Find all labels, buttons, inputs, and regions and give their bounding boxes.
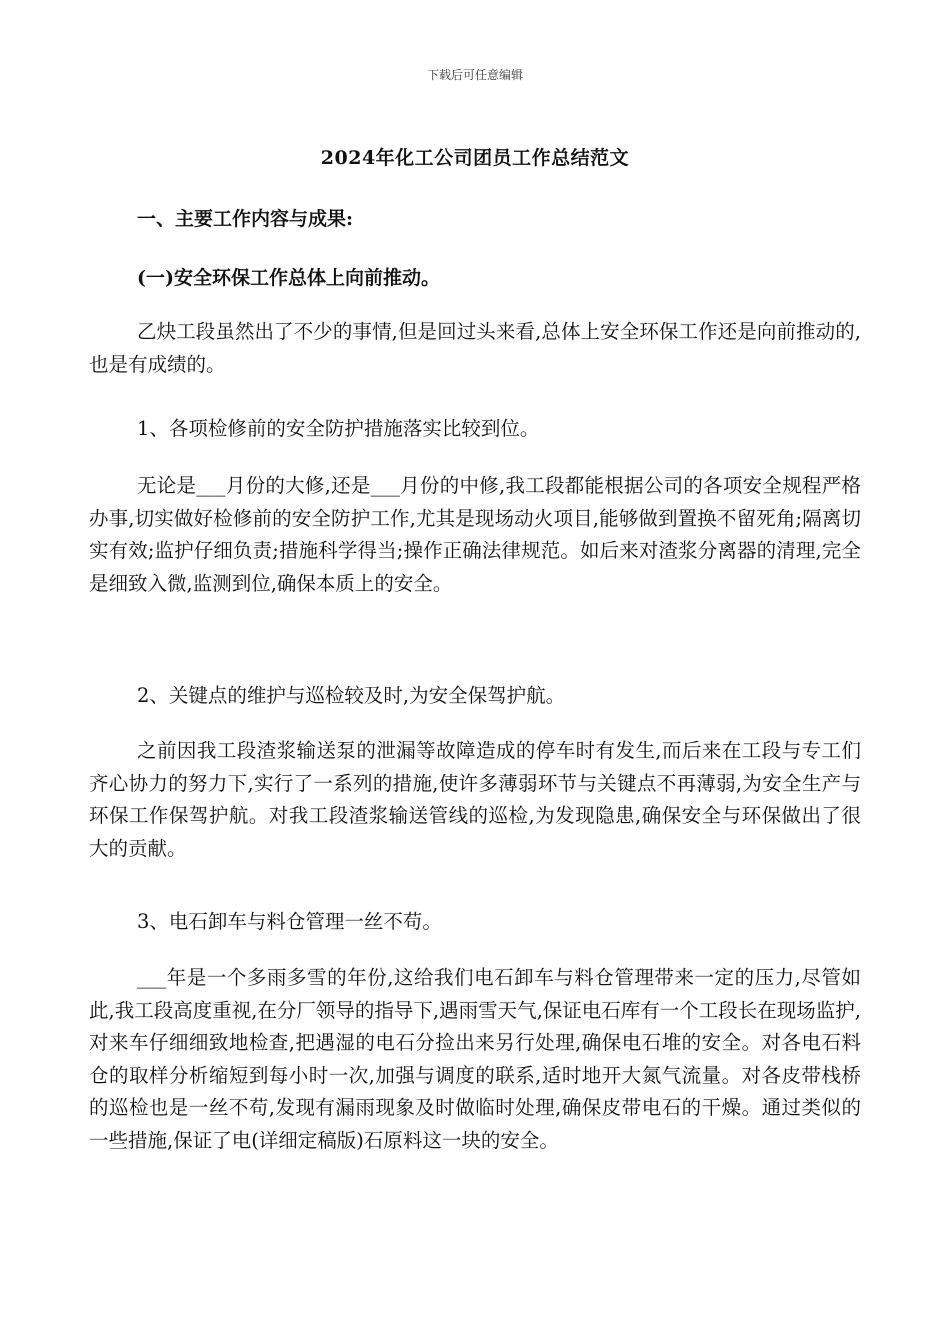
document-title: 2024年化工公司团员工作总结范文 xyxy=(320,147,630,169)
paragraph-item-1-heading: 1、各项检修前的安全防护措施落实比较到位。 xyxy=(137,417,540,440)
paragraph-item-3-body: ___年是一个多雨多雪的年份,这给我们电石卸车与料仓管理带来一定的压力,尽管如此,我工段高度重视,在分厂领导的指导下,遇雨雪天气,保证电石库有一个工段长在现场监护,对来车仔细细致地检查,把遇湿的电石分捡出来另行处理,确保电石堆的安全。对各电石料仓的取样分析缩短到每小时一次,加强与调度的联系,适时地开大氮气流量。对各皮带栈桥的巡检也是一丝不苟,发现有漏雨现象及时做临时处理,确保皮带电石的干燥。通过类似的一些措施,保证了电(详细定稿版)石原料这一块的安全。 xyxy=(89,966,861,1152)
paragraph-item-1-body: 无论是___月份的大修,还是___月份的中修,我工段都能根据公司的各项安全规程严格办事,切实做好检修前的安全防护工作,尤其是现场动火项目,能够做到置换不留死角;隔离切实有效;监护仔细负责;措施科学得当;操作正确法律规范。如后来对渣浆分离器的清理,完全是细致入微,监测到位,确保本质上的安全。 xyxy=(89,474,861,595)
paragraph-intro: 乙炔工段虽然出了不少的事情,但是回过头来看,总体上安全环保工作还是向前推动的,也是有成绩的。 xyxy=(89,320,861,376)
page-header-note: 下载后可任意编辑 xyxy=(426,68,523,82)
subsection-heading-safety: (一)安全环保工作总体上向前推动。 xyxy=(137,267,440,289)
section-heading-main: 一、主要工作内容与成果: xyxy=(137,208,354,230)
paragraph-item-3-heading: 3、电石卸车与料仓管理一丝不苟。 xyxy=(137,910,442,933)
paragraph-item-2-body: 之前因我工段渣浆输送泵的泄漏等故障造成的停车时有发生,而后来在工段与专工们齐心协力的努力下,实行了一系列的措施,使许多薄弱环节与关键点不再薄弱,为安全生产与环保工作保驾护航。对我工段渣浆输送管线的巡检,为发现隐患,确保安全与环保做出了很大的贡献。 xyxy=(89,739,861,860)
paragraph-item-2-heading: 2、关键点的维护与巡检较及时,为安全保驾护航。 xyxy=(137,684,566,707)
